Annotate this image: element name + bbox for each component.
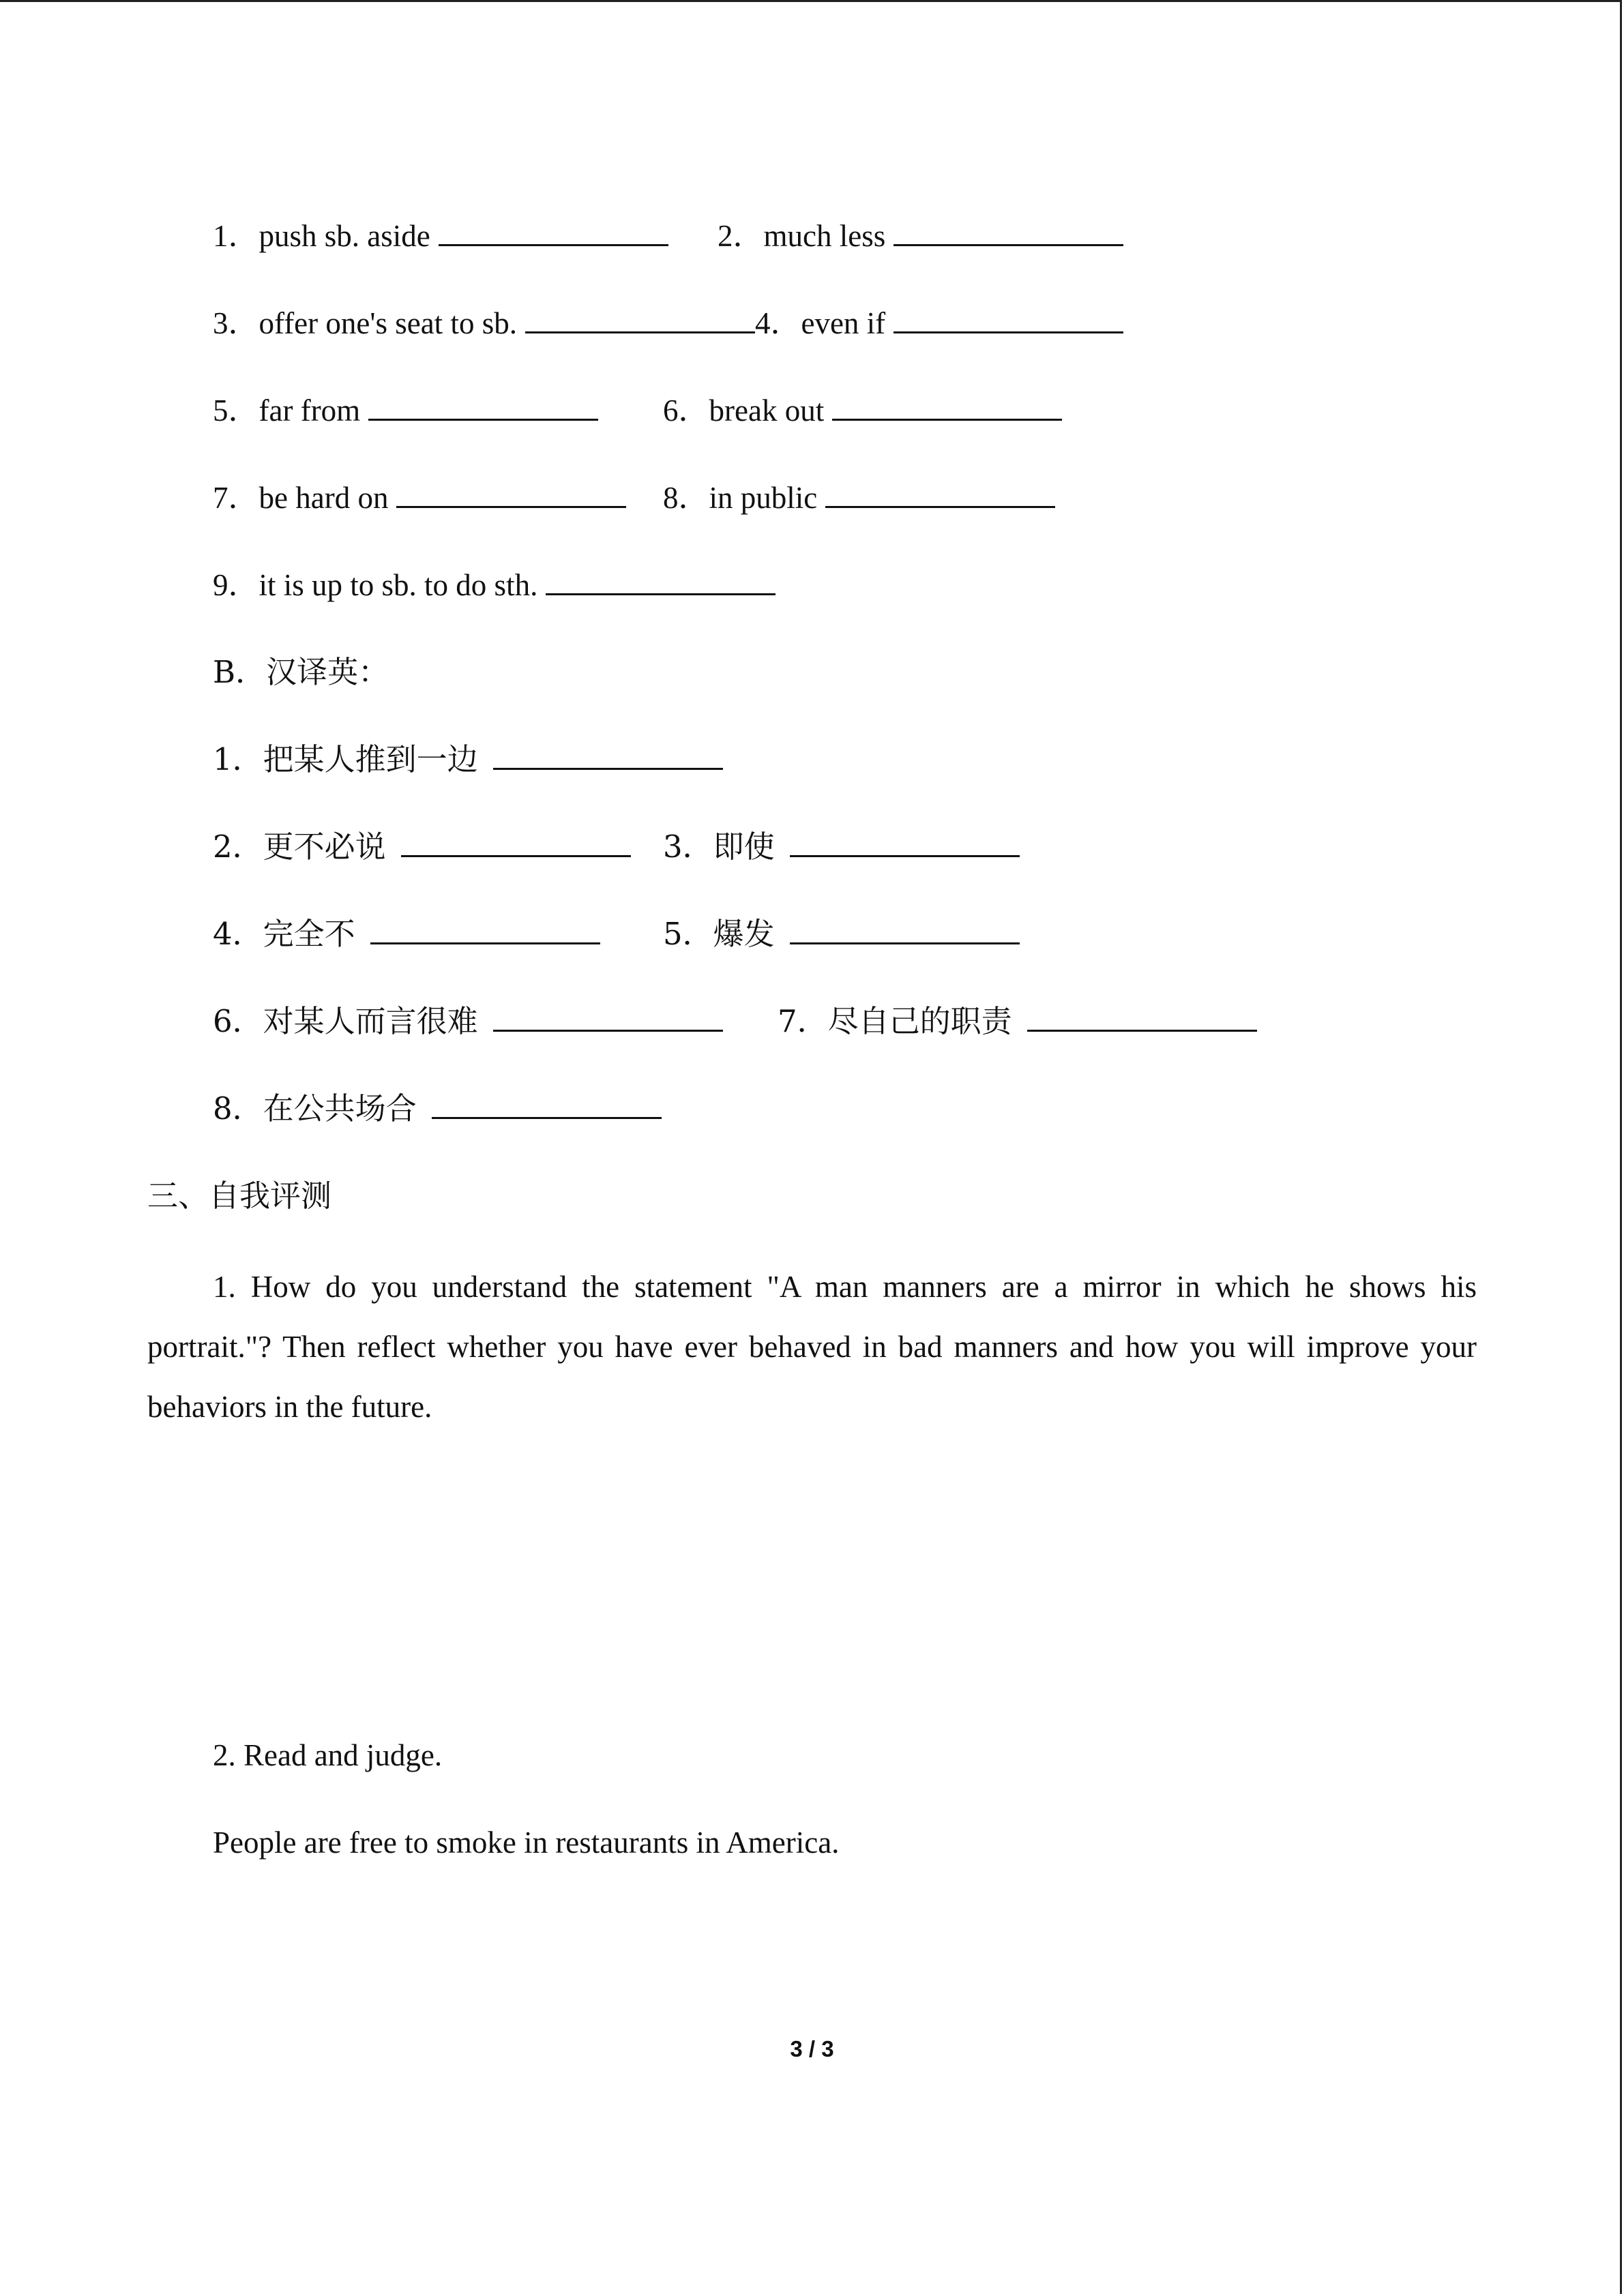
question-2-statement: People are free to smoke in restaurants in America. [213, 1825, 840, 1860]
item-number: 3． [663, 829, 713, 865]
phrase-item-2 [718, 215, 1123, 256]
answer-blank[interactable] [493, 741, 723, 770]
phrase-item-3 [213, 303, 1123, 344]
phrase-item-1 [213, 215, 668, 256]
question-2-text: 2. Read and judge. [213, 1738, 443, 1772]
item-text: 尽自己的职责 [827, 1003, 1012, 1039]
item-text: 即使 [713, 829, 775, 865]
item-number: 5． [213, 393, 259, 428]
item-text: in public [709, 481, 818, 515]
item-number: 5． [663, 916, 713, 952]
phrase-item-5 [213, 390, 598, 431]
item-text: it is up to sb. to do sth. [259, 568, 538, 602]
section-three-heading: 三、自我评测 [147, 1178, 332, 1214]
answer-blank[interactable] [439, 217, 668, 246]
item-text: 在公共场合 [263, 1090, 417, 1127]
item-number: 8． [213, 1090, 263, 1127]
answer-blank[interactable] [894, 304, 1123, 333]
item-number: 1． [213, 741, 263, 777]
phrase-item-7 [213, 477, 626, 518]
item-text: even if [801, 306, 886, 340]
cn-item-1 [213, 739, 723, 780]
cn-item-3 [663, 826, 1020, 867]
cn-item-5 [663, 914, 1020, 955]
item-number: 1． [213, 219, 259, 253]
answer-blank[interactable] [825, 479, 1055, 508]
section-b-heading: B．汉译英： [213, 654, 389, 690]
answer-blank[interactable] [368, 391, 598, 421]
answer-blank[interactable] [790, 828, 1020, 857]
cn-item-8 [213, 1088, 662, 1129]
page-number: 3 / 3 [790, 2036, 834, 2061]
item-number: 4． [213, 916, 263, 952]
item-text: much less [763, 219, 886, 253]
item-text: 爆发 [713, 916, 775, 952]
phrase-item-6 [663, 390, 1062, 431]
item-number: 2． [213, 829, 263, 865]
question-1-text: 1. How do you understand the statement "A man manners are a mirror in which he shows his portrait."? Then reflect whether you have ever behaved in bad manners and how you will improve your behaviors in the future. [147, 1270, 1477, 1424]
item-number: 4． [754, 306, 801, 340]
cn-item-2 [213, 826, 631, 867]
answer-blank[interactable] [396, 479, 626, 508]
phrase-item-9 [213, 565, 776, 606]
answer-blank[interactable] [546, 566, 776, 595]
item-text: far from [259, 393, 361, 428]
answer-blank[interactable] [432, 1090, 662, 1119]
item-text: push sb. aside [259, 219, 430, 253]
answer-blank[interactable] [493, 1002, 723, 1032]
item-text: 把某人推到一边 [263, 741, 478, 777]
item-number: 2． [718, 219, 764, 253]
answer-blank[interactable] [525, 304, 755, 333]
item-number: 8． [663, 481, 709, 515]
cn-item-6 [213, 1001, 723, 1042]
cn-item-4 [213, 914, 600, 955]
item-text: be hard on [259, 481, 389, 515]
item-text: offer one's seat to sb. [259, 306, 517, 340]
item-number: 7． [213, 481, 259, 515]
answer-blank[interactable] [1027, 1002, 1257, 1032]
answer-blank[interactable] [790, 915, 1020, 944]
item-text: 完全不 [263, 916, 355, 952]
phrase-item-8 [663, 477, 1055, 518]
item-number: 6． [663, 393, 709, 428]
answer-blank[interactable] [832, 391, 1062, 421]
item-number: 6． [213, 1003, 263, 1039]
answer-blank[interactable] [401, 828, 631, 857]
item-number: 7． [778, 1003, 828, 1039]
answer-blank[interactable] [370, 915, 600, 944]
item-number: 9． [213, 568, 259, 602]
item-number: 3． [213, 306, 259, 340]
item-text: break out [709, 393, 825, 428]
cn-item-7 [778, 1001, 1257, 1042]
answer-blank[interactable] [894, 217, 1123, 246]
item-text: 对某人而言很难 [263, 1003, 478, 1039]
item-text: 更不必说 [263, 829, 386, 865]
